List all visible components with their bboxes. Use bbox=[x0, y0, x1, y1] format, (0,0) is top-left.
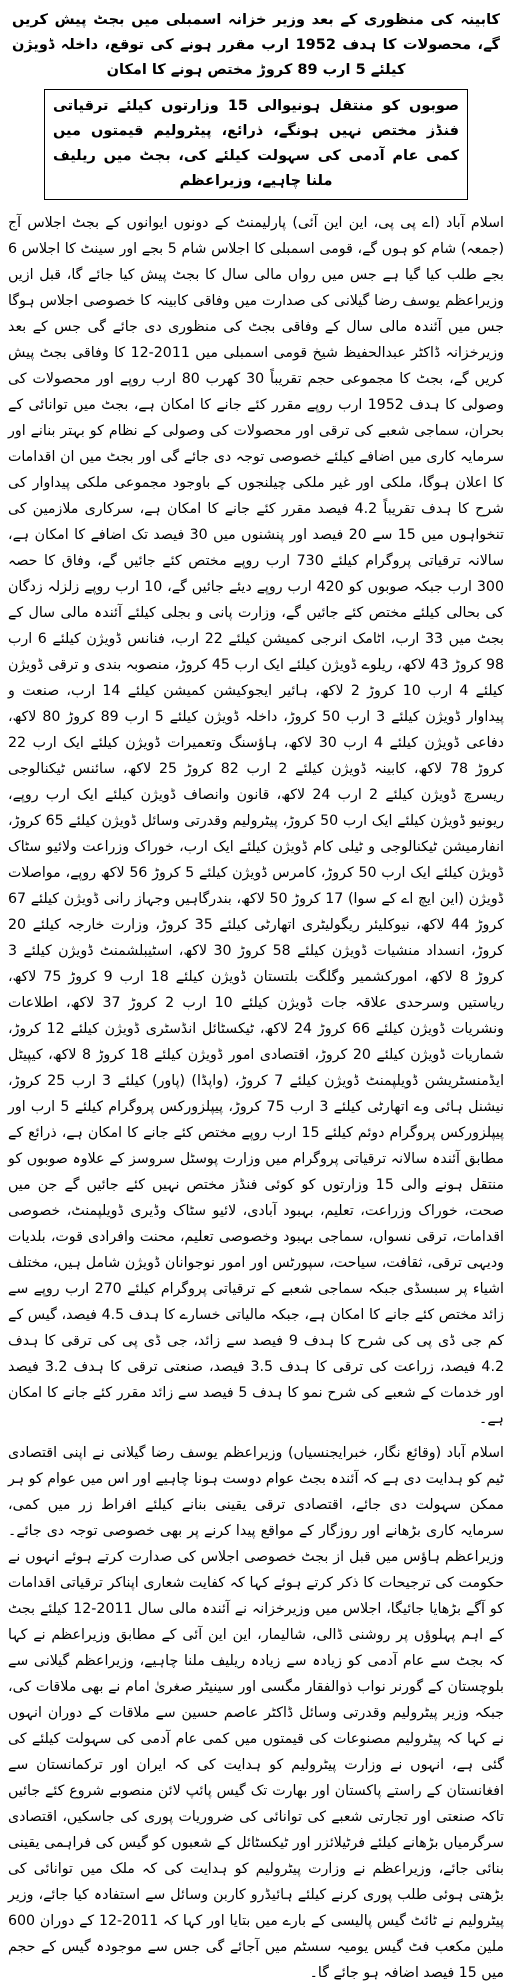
subheadline-box: صوبوں کو منتقل ہونیوالی 15 وزارتوں کیلئے ترقیاتی فنڈز مختص نہیں ہونگے، ذرائع، پیٹرولیم قیمتوں میں کمی عام آدمی کی سہولت کیلئے کی، بجٹ میں ریلیف ملنا چاہیے، وزیراعظم bbox=[44, 89, 468, 200]
article-paragraph-2: اسلام آباد (وقائع نگار، خبرایجنسیاں) وزیراعظم یوسف رضا گیلانی نے اپنی اقتصادی ٹیم کو ہدایت دی ہے کہ آئندہ بجٹ عوام دوست ہونا چاہیے اور اس میں عوام کو ہر ممکن سہولت دی جائے، اقتصادی ترقی یقینی بنانے کیلئے افراط زر میں کمی، سرمایہ کاری بڑھانے اور روزگار کے مواقع پیدا کرنے پر بھی خصوصی توجہ دی جائے۔ وزیراعظم ہاؤس میں قبل از بجٹ خصوصی اجلاس کی صدارت کرتے ہوئے انہوں نے حکومت کی ترجیحات کا ذکر کرتے ہوئے کہا کہ کفایت شعاری اپناکر ترقیاتی اقدامات کو آگے بڑھایا جائیگا، اجلاس میں وزیرخزانہ نے آئندہ مالی سال 2011-12 کیلئے بجٹ کے اہم پہلوؤں پر روشنی ڈالی، شالیمار، این این آئی کے مطابق وزیراعظم نے کہا کہ بجٹ سے عام آدمی کو زیادہ سے زیادہ ریلیف ملنا چاہیے، وزیراعظم گیلانی سے بلوچستان کے گورنر نواب ذوالفقار مگسی اور سینیٹر صغریٰ امام نے بھی ملاقات کی، جبکہ وزیر پیٹرولیم وقدرتی وسائل ڈاکٹر عاصم حسین سے ملاقات کے دوران انہوں نے کہا کہ پیٹرولیم مصنوعات کی قیمتوں میں کمی عام آدمی کی سہولت کیلئے کی گئی ہے، انہوں نے وزارت پیٹرولیم کو ہدایت کی کہ ایران اور ترکمانستان سے افغانستان کے راستے پاکستان اور بھارت تک گیس پائپ لائن منصوبے شروع کئے جائیں تاکہ صنعتی اور تجارتی شعبے کی توانائی کی ضروریات پوری کی جاسکیں، اقتصادی سرگرمیاں بڑھانے کیلئے فرٹیلائزر اور ٹیکسٹائل کے شعبوں کو گیس کی فراہمی یقینی بنائی جائے، وزیراعظم نے وزارت پیٹرولیم کو ہدایت کی کہ ملک میں توانائی کی بڑھتی ہوئی طلب پوری کرنے کیلئے ہائیڈرو کاربن وسائل سے استفادہ کیا جائے، وزیر پیٹرولیم نے ٹائٹ گیس پالیسی کے بارے میں بتایا اور کہا کہ 2011-12 کے دوران 600 ملین مکعب فٹ گیس یومیہ سسٹم میں آجائے گی جس سے موجودہ گیس کے حجم میں 15 فیصد اضافہ ہو جائے گا۔ bbox=[8, 1445, 505, 1981]
article-paragraph-1: اسلام آباد (اے پی پی، این این آئی) پارلیمنٹ کے دونوں ایوانوں کے بجٹ اجلاس آج (جمعہ) شام کو ہوں گے، قومی اسمبلی کا اجلاس شام 5 بجے اور سینٹ کا اجلاس 6 بجے طلب کیا گیا ہے جس میں رواں مالی سال کا بجٹ پیش کیا جائے گا، قبل ازیں وزیراعظم یوسف رضا گیلانی کی صدارت میں وفاقی کابینہ کا خصوصی اجلاس ہوگا جس میں آئندہ مالی سال کے وفاقی بجٹ کی منظوری دی جائے گی جس کے بعد وزیرخزانہ ڈاکٹر عبدالحفیظ شیخ قومی اسمبلی میں 2011-12 کا وفاقی بجٹ پیش کریں گے، بجٹ کا مجموعی حجم تقریباً 30 کھرب 80 ارب روپے اور محصولات کی وصولی کا ہدف 1952 ارب روپے مقرر کئے جانے کا امکان ہے، بجٹ میں توانائی کے بحران، سماجی شعبے کی ترقی اور محصولات کی وصولی کے نظام کو بہتر بنانے اور سرمایہ کاری میں اضافے کیلئے خصوصی توجہ دی جائے گی اور بجٹ میں ان اقدامات کا اعلان ہوگا، ملکی اور غیر ملکی چیلنجوں کے باوجود مجموعی ملکی پیداوار کی شرح کا ہدف تقریباً 4.2 فیصد مقرر کئے جانے کا امکان ہے، سرکاری ملازمین کی تنخواہوں میں 15 سے 20 فیصد اور پنشنوں میں 30 فیصد تک اضافے کا امکان ہے، سالانہ ترقیاتی پروگرام کیلئے 730 ارب روپے مختص کئے جائیں گے، وفاق کا حصہ 300 ارب جبکہ صوبوں کو 420 ارب روپے دیئے جائیں گے، 10 ارب روپے زلزلہ زدگان کی بحالی کیلئے مختص کئے جائیں گے، وزارت پانی و بجلی کیلئے آئندہ مالی سال کے بجٹ میں 33 ارب، اٹامک انرجی کمیشن کیلئے 22 ارب، فنانس ڈویژن کیلئے 6 ارب 98 کروڑ 43 لاکھ، ریلوے ڈویژن کیلئے ایک ارب 45 کروڑ، منصوبہ بندی و ترقی ڈویژن کیلئے 4 ارب 10 کروڑ 2 لاکھ، ہائیر ایجوکیشن کمیشن کیلئے 14 ارب، صنعت و پیداوار ڈویژن کیلئے 3 ارب 50 کروڑ، داخلہ ڈویژن کیلئے 5 ارب 89 کروڑ 80 لاکھ، دفاعی ڈویژن کیلئے 4 ارب 30 لاکھ، ہاؤسنگ وتعمیرات ڈویژن کیلئے ایک ارب 22 کروڑ 78 لاکھ، کابینہ ڈویژن کیلئے 2 ارب 82 کروڑ 25 لاکھ، سائنس ٹیکنالوجی ریسرچ ڈویژن کیلئے 2 ارب 24 لاکھ، قانون وانصاف ڈویژن کیلئے ایک ارب روپے، ریونیو ڈویژن کیلئے ایک ارب 50 کروڑ، پیٹرولیم وقدرتی وسائل ڈویژن کیلئے 65 کروڑ، انفارمیشن ٹیکنالوجی و ٹیلی کام ڈویژن کیلئے ایک ارب، خوراک وزراعت ولائیو سٹاک ڈویژن کیلئے ایک ارب 50 کروڑ، کامرس ڈویژن کیلئے 5 کروڑ 56 لاکھ روپے، مواصلات ڈویژن (این ایچ اے کے سوا) 17 کروڑ 50 لاکھ، بندرگاہیں وجہاز رانی ڈویژن کیلئے 67 کروڑ 44 لاکھ، نیوکلیئر ریگولیٹری اتھارٹی کیلئے 35 کروڑ، وزارت خارجہ کیلئے 20 کروڑ، انسداد منشیات ڈویژن کیلئے 58 کروڑ 30 لاکھ، اسٹیبلشمنٹ ڈویژن کیلئے 3 کروڑ 8 لاکھ، امورکشمیر وگلگت بلتستان ڈویژن کیلئے 18 ارب 9 کروڑ 75 لاکھ، ریاستیں وسرحدی علاقہ جات ڈویژن کیلئے 10 ارب 2 کروڑ 37 لاکھ، اطلاعات ونشریات ڈویژن کیلئے 66 کروڑ 24 لاکھ، ٹیکسٹائل انڈسٹری ڈویژن کیلئے 12 کروڑ، شماریات ڈویژن کیلئے 20 کروڑ، اقتصادی امور ڈویژن کیلئے 18 کروڑ 8 لاکھ، کیپیٹل ایڈمنسٹریشن ڈویلپمنٹ ڈویژن کیلئے 7 کروڑ، (واپڈا) (پاور) کیلئے 3 ارب 25 کروڑ، نیشنل ہائی وے اتھارٹی کیلئے 3 ارب 75 کروڑ، پیپلزورکس پروگرام کیلئے 5 ارب اور پیپلزورکس پروگرام دوئم کیلئے 15 ارب روپے مختص کئے جانے کا امکان ہے، ذرائع کے مطابق آئندہ سالانہ ترقیاتی پروگرام میں وزارت پوسٹل سروسز کے علاوہ صوبوں کو منتقل ہونے والی 15 وزارتوں کو کوئی فنڈز مختص نہیں کئے جائیں گے جن میں صحت، خوراک وزراعت، تعلیم، بہبود آبادی، لائیو سٹاک وڈیری ڈویلپمنٹ، خصوصی اقدامات، ترقی نسواں، سماجی بہبود وخصوصی تعلیم، محنت وافرادی قوت، بلدیات ودیہی ترقی، ثقافت، سیاحت، سپورٹس اور امور نوجوانان ڈویژن شامل ہیں، مختلف اشیاء پر سبسڈی جبکہ سماجی شعبے کے ترقیاتی پروگرام کیلئے 270 ارب روپے سے زائد مختص کئے جانے کا امکان ہے، جبکہ مالیاتی خسارے کا ہدف 4.5 فیصد، گیس کے کم جی ڈی پی کی شرح کا ہدف 9 فیصد سے زائد، جی ڈی پی کی ترقی کا ہدف 4.2 فیصد، زراعت کی ترقی کا ہدف 3.5 فیصد، صنعتی ترقی کا ہدف 3.2 فیصد اور خدمات کے شعبے کی شرح نمو کا ہدف 5 فیصد سے زائد مقرر کئے جانے کا امکان ہے۔ bbox=[8, 215, 505, 1427]
headline: کابینہ کی منظوری کے بعد وزیر خزانہ اسمبلی میں بجٹ پیش کریں گے، محصولات کا ہدف 1952 ارب مقرر ہونے کی توقع، داخلہ ڈویژن کیلئے 5 ارب 89 کروڑ مختص ہونے کا امکان bbox=[12, 12, 500, 78]
